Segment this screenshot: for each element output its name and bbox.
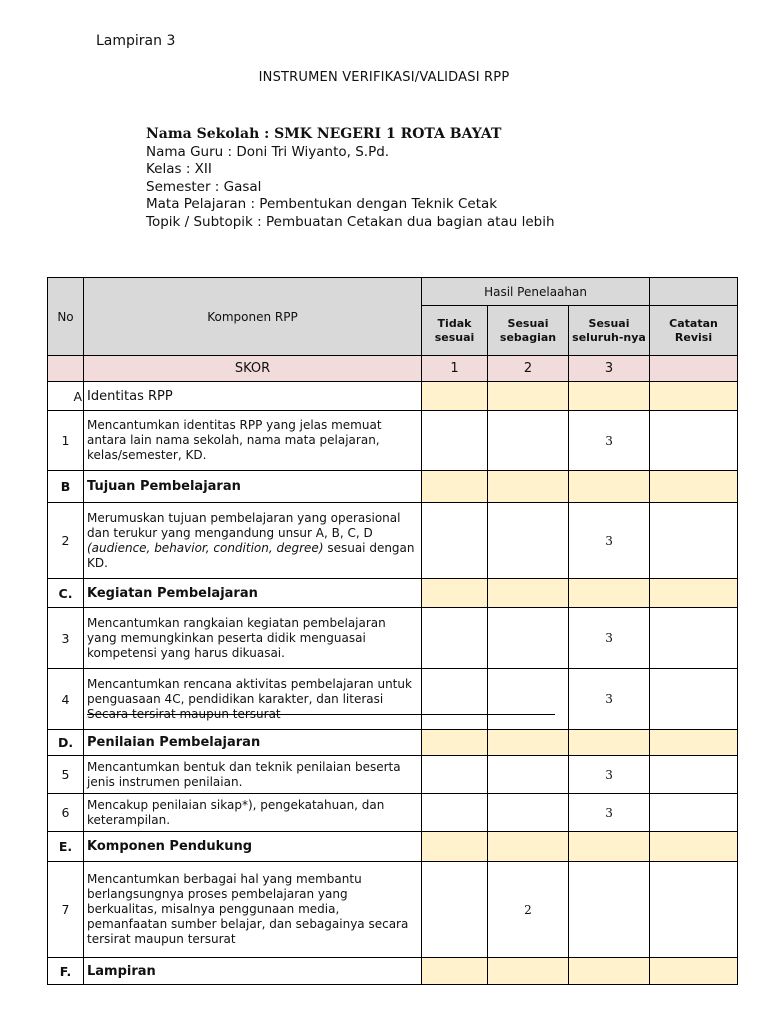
header-hasil: Hasil Penelaahan bbox=[422, 278, 650, 306]
item-no: 4 bbox=[48, 669, 84, 730]
item-score: 3 bbox=[569, 411, 650, 471]
semester: Semester : Gasal bbox=[146, 178, 262, 195]
item-no: 2 bbox=[48, 503, 84, 579]
nama-sekolah: Nama Sekolah : SMK NEGERI 1 ROTA BAYAT bbox=[146, 126, 502, 142]
catatan-cell[interactable] bbox=[650, 411, 738, 471]
section-title: Tujuan Pembelajaran bbox=[84, 471, 422, 503]
skor-blank bbox=[48, 356, 84, 382]
section-title: Kegiatan Pembelajaran bbox=[84, 579, 422, 608]
item-text: Mencantumkan bentuk dan teknik penilaian beserta jenis instrumen penilaian. bbox=[84, 756, 422, 794]
rpp-table bbox=[47, 277, 738, 985]
item-no: 1 bbox=[48, 411, 84, 471]
section-title: Penilaian Pembelajaran bbox=[84, 730, 422, 756]
skor-catatan bbox=[650, 356, 738, 382]
skor-3: 3 bbox=[569, 356, 650, 382]
section-no: F. bbox=[48, 958, 84, 985]
section-no: D. bbox=[48, 730, 84, 756]
header-no: No bbox=[48, 278, 84, 356]
mata-pelajaran: Mata Pelajaran : Pembentukan dengan Teknik Cetak bbox=[146, 196, 498, 212]
item-no: 7 bbox=[48, 862, 84, 958]
section-no: C. bbox=[48, 579, 84, 608]
lampiran-label: Lampiran 3 bbox=[96, 33, 176, 49]
skor-1: 1 bbox=[422, 356, 488, 382]
header-komponen: Komponen RPP bbox=[84, 278, 422, 356]
header-sesuai-seluruhnya: Sesuai seluruh-nya bbox=[569, 306, 650, 356]
topik: Topik / Subtopik : Pembuatan Cetakan dua bagian atau lebih bbox=[146, 213, 555, 230]
section-no: A bbox=[48, 382, 84, 411]
nama-guru: Nama Guru : Doni Tri Wiyanto, S.Pd. bbox=[146, 143, 390, 160]
catatan-cell[interactable] bbox=[650, 862, 738, 958]
item-no: 6 bbox=[48, 794, 84, 832]
header-sesuai-sebagian: Sesuai sebagian bbox=[488, 306, 569, 356]
item-score: 2 bbox=[488, 862, 569, 958]
catatan-cell[interactable] bbox=[650, 756, 738, 794]
kelas: Kelas : XII bbox=[146, 161, 212, 177]
item-text bbox=[84, 503, 422, 579]
item-text: Mencantumkan identitas RPP yang jelas memuat antara lain nama sekolah, nama mata pelajaran, kelas/semester, KD. bbox=[84, 411, 422, 471]
catatan-cell[interactable] bbox=[650, 608, 738, 669]
item-score: 3 bbox=[569, 669, 650, 730]
item-no: 5 bbox=[48, 756, 84, 794]
header-catatan: Catatan Revisi bbox=[650, 306, 738, 356]
item-text-end: sesuai dengan KD. bbox=[87, 540, 415, 570]
item-text: Mencantumkan berbagai hal yang membantu berlangsungnya proses pembelajaran yang berkualitas, misalnya penggunaan media, pemanfaatan sumber belajar, dan sebagainya secara tersirat maupun tersurat bbox=[84, 862, 422, 958]
section-title: Identitas RPP bbox=[84, 382, 422, 411]
item-text-main: Merumuskan tujuan pembelajaran yang operasional dan terukur yang mengandung unsur A, B, C, D bbox=[87, 510, 401, 540]
item-score: 3 bbox=[569, 503, 650, 579]
document-title: INSTRUMEN VERIFIKASI/VALIDASI RPP bbox=[258, 70, 510, 85]
section-title: Lampiran bbox=[84, 958, 422, 985]
catatan-cell[interactable] bbox=[650, 503, 738, 579]
item-text: Mencantumkan rangkaian kegiatan pembelajaran yang memungkinkan peserta didik menguasai kompetensi yang harus dikuasai. bbox=[84, 608, 422, 669]
item-text-main: Mencantumkan rencana aktivitas pembelajaran untuk penguasaan 4C, pendidikan karakter, dan literasi bbox=[87, 676, 412, 706]
section-title: Komponen Pendukung bbox=[84, 832, 422, 862]
catatan-cell[interactable] bbox=[650, 794, 738, 832]
header-tidak-sesuai: Tidak sesuai bbox=[422, 306, 488, 356]
item-no: 3 bbox=[48, 608, 84, 669]
item-text-italic: (audience, behavior, condition, degree) bbox=[87, 540, 324, 555]
item-text-strikethrough: Secara tersirat maupun tersurat bbox=[87, 706, 281, 721]
item-score: 3 bbox=[569, 794, 650, 832]
header-blank bbox=[650, 278, 738, 306]
item-text bbox=[84, 669, 422, 730]
skor-2: 2 bbox=[488, 356, 569, 382]
skor-label: SKOR bbox=[84, 356, 422, 382]
info-block bbox=[146, 126, 555, 231]
section-no: E. bbox=[48, 832, 84, 862]
section-no: B bbox=[48, 471, 84, 503]
catatan-cell[interactable] bbox=[650, 669, 738, 730]
item-score: 3 bbox=[569, 756, 650, 794]
item-score: 3 bbox=[569, 608, 650, 669]
item-text: Mencakup penilaian sikap*), pengekatahuan, dan keterampilan. bbox=[84, 794, 422, 832]
